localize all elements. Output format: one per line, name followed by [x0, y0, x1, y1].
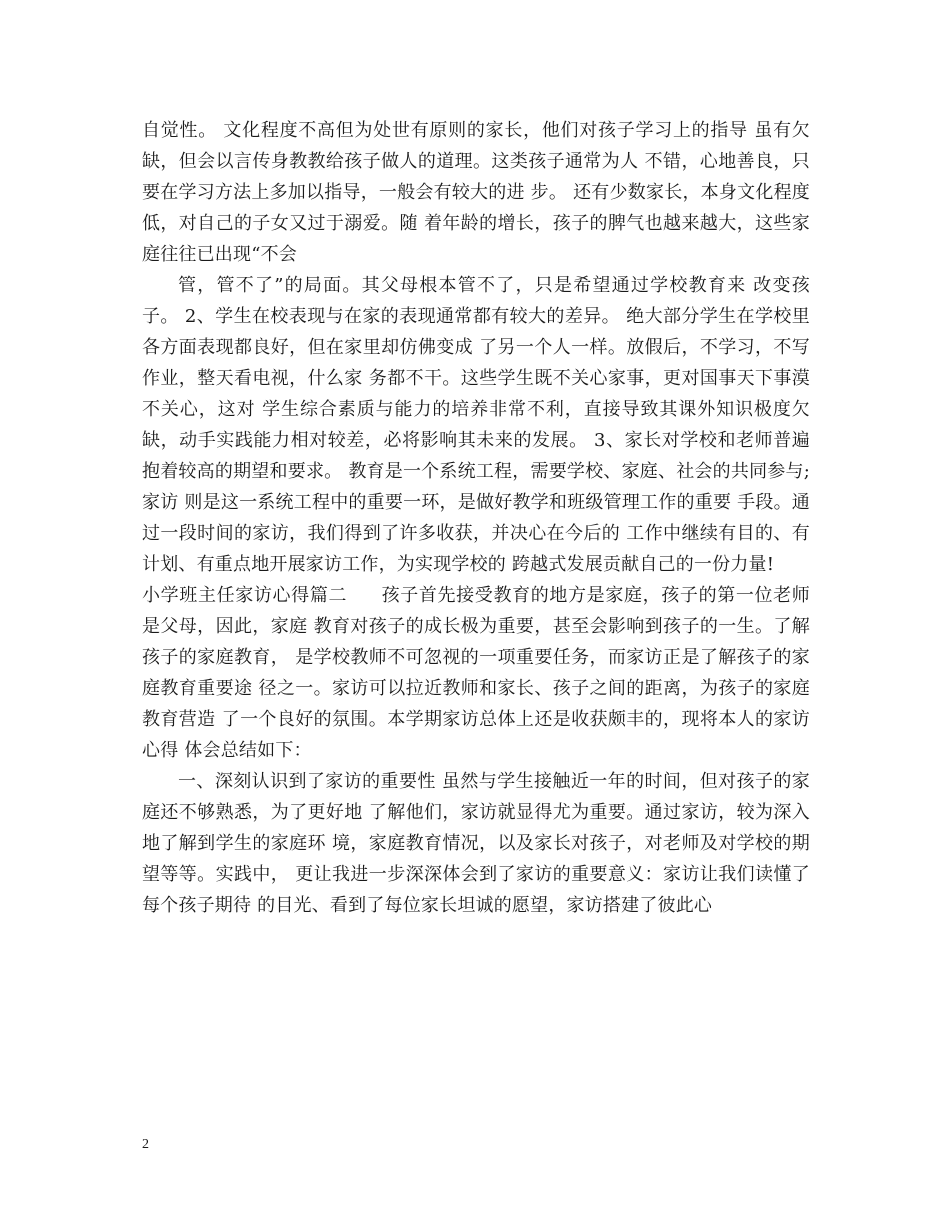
paragraph-1: 自觉性。 文化程度不高但为处世有原则的家长，他们对孩子学习上的指导 虽有欠缺，但会以言传身教教给孩子做人的道理。这类孩子通常为人 不错，心地善良，只要在学习方法上多加以指导，一般会有较大的进 步。 还有少数家长，本身文化程度低，对自己的子女又过于溺爱。随 着年龄的增长，孩子的脾气也越来越大，这些家庭往往已出现“不会 [142, 120, 810, 265]
section-title: 小学班主任家访心得篇二 [142, 585, 348, 606]
section-intro-text: 孩子首先接受教育的地方是家庭，孩子的第一位老师是父母，因此，家庭 教育对孩子的成长极为重要，甚至会影响到孩子的一生。了解孩子的家庭教育， 是学校教师不可忽视的一项重要任务，而家访正是了解孩子的家庭教育重要途 径之一。家访可以拉近教师和家长、孩子之间的距离，为孩子的家庭教育营造 了一个良好的氛围。本学期家访总体上还是收获颇丰的，现将本人的家访心得 体会总结如下： [142, 585, 810, 761]
page-number: 2 [142, 1137, 149, 1152]
paragraph-3: 一、深刻认识到了家访的重要性 虽然与学生接触近一年的时间，但对孩子的家庭还不够熟悉，为了更好地 了解他们，家访就显得尤为重要。通过家访，较为深入地了解到学生的家庭环 境，家庭教育情况，以及家长对孩子，对老师及对学校的期望等等。实践中， 更让我进一步深深体会到了家访的重要意义：家访让我们读懂了每个孩子期待 的目光、看到了每位家长坦诚的愿望，家访搭建了彼此心 [142, 771, 810, 916]
document-body [142, 115, 810, 921]
paragraph-2: 管，管不了”的局面。其父母根本管不了，只是希望通过学校教育来 改变孩子。 2、学生在校表现与在家的表现通常都有较大的差异。 绝大部分学生在学校里各方面表现都良好，但在家里却仿佛变成 了另一个人一样。放假后，不学习，不写作业，整天看电视，什么家 务都不干。这些学生既不关心家事，更对国事天下事漠不关心，这对 学生综合素质与能力的培养非常不利，直接导致其课外知识极度欠 缺，动手实践能力相对较差，必将影响其未来的发展。 3、家长对学校和老师普遍抱着较高的期望和要求。 教育是一个系统工程，需要学校、家庭、社会的共同参与;家访 则是这一系统工程中的重要一环，是做好教学和班级管理工作的重要 手段。通过一段时间的家访，我们得到了许多收获，并决心在今后的 工作中继续有目的、有计划、有重点地开展家访工作，为实现学校的 跨越式发展贡献自己的一份力量! [142, 275, 810, 575]
section-paragraph [142, 580, 810, 766]
